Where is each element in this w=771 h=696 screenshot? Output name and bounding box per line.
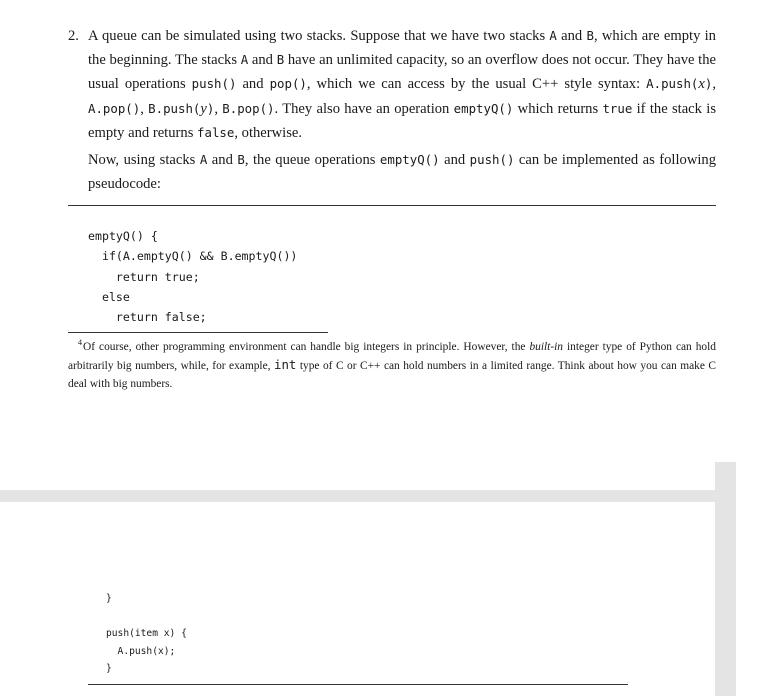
footnote-text <box>68 341 716 390</box>
text-run: Now, using stacks <box>88 152 200 169</box>
code-block-continued <box>106 590 187 678</box>
text-run: , <box>712 76 716 93</box>
code-token: A.push( <box>646 76 699 92</box>
problem-2 <box>68 24 716 196</box>
text-run: have an unlimited capacity, so an overflow does not occur. They have the usual operations <box>88 52 717 93</box>
code-token: ) <box>206 100 215 116</box>
text-run: which returns <box>513 100 603 117</box>
italic-text: built-in <box>529 341 563 353</box>
code-line: emptyQ() { <box>88 229 158 243</box>
code-line: return false; <box>88 310 207 325</box>
code-token: A <box>240 52 249 68</box>
text-run: . They also have an operation <box>274 100 454 117</box>
text-run: , <box>214 100 223 117</box>
code-line: else <box>88 289 130 304</box>
code-token: A <box>199 152 208 168</box>
code-token: B.pop() <box>222 100 275 116</box>
footnote-rule <box>68 332 328 333</box>
code-line <box>106 608 187 626</box>
text-run: can be implemented as following pseudocode: <box>88 152 717 193</box>
text-run: and <box>439 152 470 169</box>
text-run: type of C or C++ can hold numbers in a limited range. Think about how you can make C deal with big numbers. <box>68 360 717 390</box>
code-token: B <box>276 52 285 68</box>
problem-paragraph-1 <box>88 24 716 145</box>
code-token: true <box>602 100 633 116</box>
code-line: } <box>106 663 112 674</box>
code-line: push(item x) { <box>106 628 187 639</box>
text-run: A queue can be simulated using two stacks. Suppose that we have two stacks <box>88 28 550 44</box>
code-top-rule <box>68 205 716 206</box>
code-token: int <box>273 357 297 372</box>
code-token: A.pop() <box>88 100 141 116</box>
code-bottom-rule <box>88 684 628 685</box>
text-run: , which are empty in the beginning. The stacks <box>88 28 716 69</box>
code-block-emptyq <box>88 226 297 327</box>
code-line: A.push(x); <box>106 645 176 657</box>
code-line: return true; <box>88 269 200 284</box>
code-token: emptyQ() <box>379 152 440 168</box>
problem-number: 2. <box>68 28 79 44</box>
code-line: } <box>106 593 112 604</box>
code-token: A <box>549 28 557 43</box>
page-separator-horizontal <box>0 490 715 502</box>
text-run: Of course, other programming environment can handle big integers in principle. However, the <box>83 341 530 353</box>
page-separator-vertical <box>715 462 736 696</box>
footnote-marker: 4 <box>78 338 82 347</box>
code-token: emptyQ() <box>453 100 514 116</box>
text-run: , the queue operations <box>244 152 380 169</box>
footnote <box>68 334 716 393</box>
italic-text: y <box>200 100 207 117</box>
code-token: B <box>237 152 245 168</box>
code-token: B.push( <box>148 100 201 116</box>
text-run: if the stack is empty and returns <box>88 100 716 141</box>
text-run: , <box>140 100 149 117</box>
code-token: push() <box>469 152 515 168</box>
code-line: if(A.emptyQ() && B.emptyQ()) <box>88 249 298 264</box>
code-token: pop() <box>269 76 307 92</box>
text-run: and <box>236 76 270 93</box>
text-run: , otherwise. <box>234 124 303 141</box>
text-run: and <box>207 152 238 169</box>
code-token: B <box>586 28 594 43</box>
text-run: and <box>556 28 587 44</box>
text-run: , which we can access by the usual C++ style syntax: <box>306 76 647 93</box>
code-token: false <box>197 124 235 140</box>
text-run: and <box>248 52 277 69</box>
problem-paragraph-2 <box>88 148 716 196</box>
italic-text: x <box>698 76 705 93</box>
code-token: push() <box>191 76 237 92</box>
text-run: integer type of Python can hold arbitrarily big numbers, while, for example, <box>68 341 716 372</box>
code-token: ) <box>704 76 713 92</box>
